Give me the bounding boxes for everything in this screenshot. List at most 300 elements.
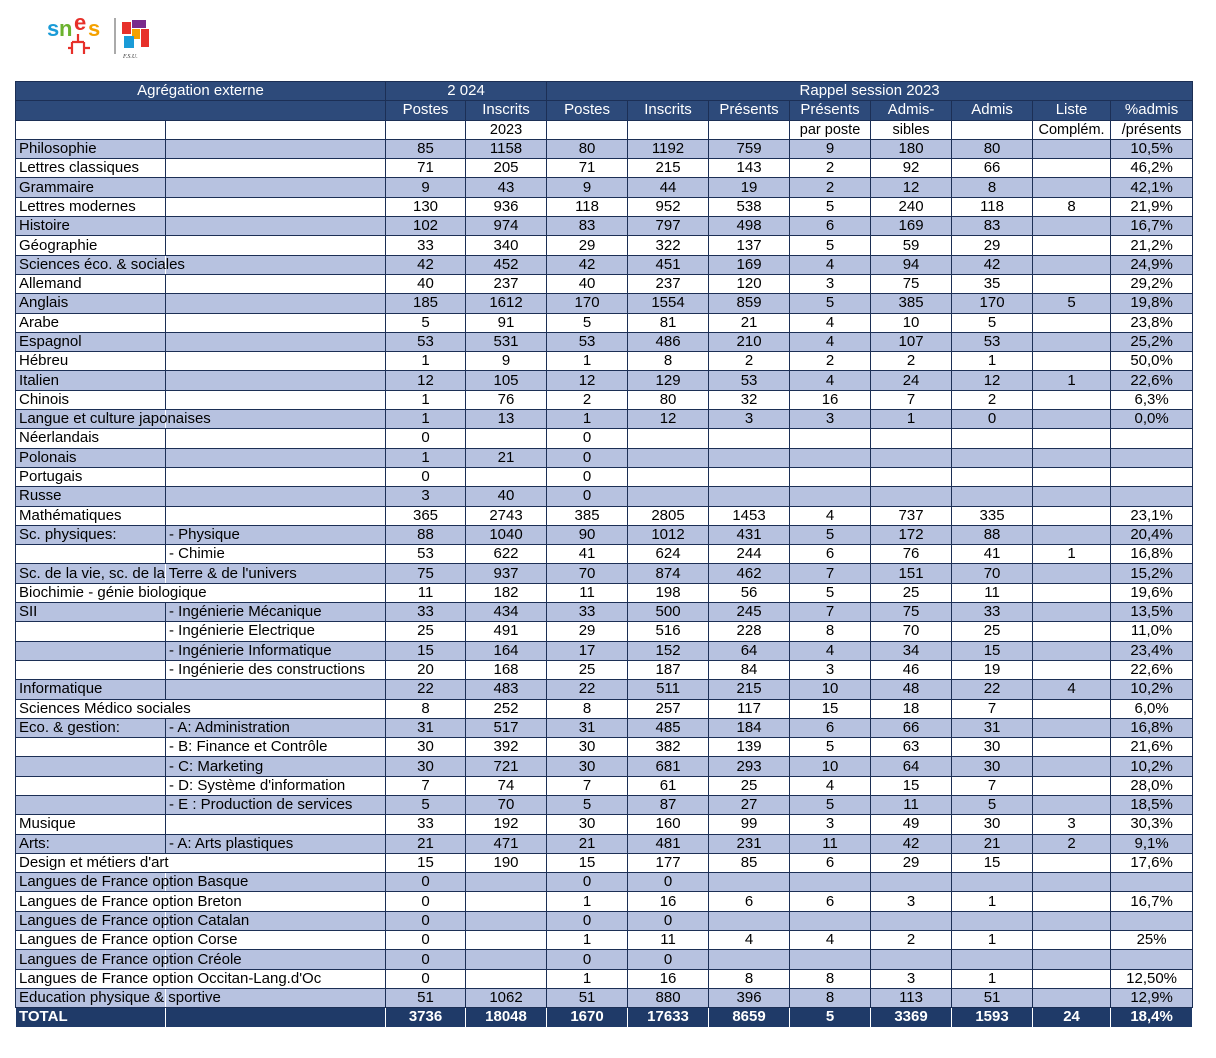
cell-value <box>1033 178 1111 197</box>
row-label-text: Géographie <box>19 236 98 254</box>
row-sublabel <box>166 197 386 216</box>
cell-value: 2 <box>790 159 871 178</box>
cell-value: 7 <box>790 564 871 583</box>
cell-value: 0 <box>386 931 466 950</box>
row-sublabel: - Ingénierie Informatique <box>166 641 386 660</box>
cell-value: 33 <box>386 236 466 255</box>
cell-value <box>1033 390 1111 409</box>
cell-value: 23,8% <box>1111 313 1193 332</box>
cell-value: 21 <box>709 313 790 332</box>
total-value: 1670 <box>547 1008 628 1027</box>
cell-value: 71 <box>547 159 628 178</box>
cell-value: 18,5% <box>1111 795 1193 814</box>
cell-value: 70 <box>871 622 952 641</box>
cell-value: 15,2% <box>1111 564 1193 583</box>
cell-value: 169 <box>871 217 952 236</box>
row-sublabel <box>166 294 386 313</box>
cell-value <box>1033 660 1111 679</box>
row-label-text: Design et métiers d'art <box>19 854 169 872</box>
cell-value: 87 <box>628 795 709 814</box>
cell-value: 3 <box>386 487 466 506</box>
sub-header <box>386 120 466 139</box>
cell-value: 0 <box>547 873 628 892</box>
cell-value: 42,1% <box>1111 178 1193 197</box>
row-label-text: Langues de France option Catalan <box>19 911 250 929</box>
cell-value <box>1033 236 1111 255</box>
cell-value: 4 <box>790 776 871 795</box>
row-label-text: Espagnol <box>19 333 82 350</box>
cell-value: 32 <box>709 390 790 409</box>
total-value: 8659 <box>709 1008 790 1027</box>
row-sublabel <box>166 217 386 236</box>
cell-value <box>871 911 952 930</box>
cell-value <box>1111 448 1193 467</box>
cell-value: 8 <box>790 622 871 641</box>
table-row <box>16 467 1193 486</box>
cell-value <box>1033 969 1111 988</box>
cell-value: 500 <box>628 603 709 622</box>
row-label-text: SII <box>19 603 38 621</box>
cell-value: 40 <box>386 274 466 293</box>
row-label-text: Langues de France option Basque <box>19 873 249 891</box>
row-label-text: Eco. & gestion: <box>19 718 120 736</box>
cell-value: 16 <box>628 892 709 911</box>
row-sublabel <box>166 352 386 371</box>
logo-fsu-text: F.S.U. <box>123 54 138 60</box>
cell-value: 516 <box>628 622 709 641</box>
row-label-text: Portugais <box>19 468 83 486</box>
table-row <box>16 159 1193 178</box>
cell-value: 30 <box>547 757 628 776</box>
cell-value: 797 <box>628 217 709 236</box>
cell-value: 80 <box>952 139 1033 158</box>
row-sublabel: - A: Arts plastiques <box>166 834 386 853</box>
cell-value: 46,2% <box>1111 159 1193 178</box>
cell-value: 12 <box>871 178 952 197</box>
cell-value: 2743 <box>466 506 547 525</box>
cell-value: 12 <box>952 371 1033 390</box>
cell-value: 244 <box>709 545 790 564</box>
row-label <box>16 969 322 988</box>
cell-value: 16,8% <box>1111 718 1193 737</box>
cell-value: 190 <box>466 853 547 872</box>
cell-value: 491 <box>466 622 547 641</box>
cell-value: 5 <box>790 738 871 757</box>
sub-header <box>709 120 790 139</box>
cell-value <box>466 873 547 892</box>
cell-value: 99 <box>709 815 790 834</box>
cell-value: 8 <box>386 699 466 718</box>
cell-value: 118 <box>952 197 1033 216</box>
cell-value: 5 <box>547 313 628 332</box>
table-row <box>16 429 1193 448</box>
cell-value: 40 <box>547 274 628 293</box>
logo-letter-s2: s <box>88 16 101 41</box>
cell-value: 23,1% <box>1111 506 1193 525</box>
row-sublabel <box>166 390 386 409</box>
cell-value <box>628 448 709 467</box>
total-value: 18048 <box>466 1008 547 1027</box>
row-label <box>16 950 242 969</box>
row-label-text: Mathématiques <box>19 506 122 524</box>
cell-value: 21 <box>386 834 466 853</box>
snes-fsu-logo <box>44 14 164 62</box>
col-header: Inscrits <box>466 101 547 120</box>
cell-value: 25,2% <box>1111 332 1193 351</box>
cell-value: 10,2% <box>1111 757 1193 776</box>
row-label-text: Allemand <box>19 275 82 293</box>
cell-value: 8 <box>547 699 628 718</box>
cell-value: 7 <box>952 776 1033 795</box>
cell-value: 974 <box>466 217 547 236</box>
col-header: Présents <box>790 101 871 120</box>
cell-value: 6 <box>790 545 871 564</box>
cell-value: 30 <box>952 738 1033 757</box>
row-label <box>16 834 166 853</box>
row-label <box>16 371 166 390</box>
cell-value <box>1033 931 1111 950</box>
cell-value: 22 <box>386 680 466 699</box>
total-value: 3369 <box>871 1008 952 1027</box>
cell-value <box>1111 487 1193 506</box>
cell-value: 462 <box>709 564 790 583</box>
cell-value: 5 <box>790 294 871 313</box>
cell-value: 117 <box>709 699 790 718</box>
cell-value: 0 <box>386 911 466 930</box>
row-label <box>16 429 166 448</box>
table-row <box>16 371 1193 390</box>
row-label <box>16 776 166 795</box>
cell-value: 9,1% <box>1111 834 1193 853</box>
cell-value: 21 <box>547 834 628 853</box>
col-header: %admis <box>1111 101 1193 120</box>
cell-value <box>1033 892 1111 911</box>
cell-value: 24,9% <box>1111 255 1193 274</box>
cell-value: 22,6% <box>1111 660 1193 679</box>
cell-value: 31 <box>386 718 466 737</box>
cell-value: 51 <box>547 988 628 1007</box>
cell-value: 15 <box>790 699 871 718</box>
cell-value: 33 <box>386 603 466 622</box>
table-row <box>16 487 1193 506</box>
table-row <box>16 274 1193 293</box>
cell-value: 3 <box>790 274 871 293</box>
row-label-text: Chinois <box>19 390 70 408</box>
total-value: 18,4% <box>1111 1008 1193 1027</box>
row-sublabel <box>166 313 386 332</box>
cell-value: 25 <box>386 622 466 641</box>
cell-value: 2 <box>790 178 871 197</box>
cell-value: 29 <box>547 236 628 255</box>
cell-value: 1554 <box>628 294 709 313</box>
cell-value <box>1033 776 1111 795</box>
sub-header <box>952 120 1033 139</box>
cell-value: 936 <box>466 197 547 216</box>
cell-value <box>466 931 547 950</box>
cell-value: 0 <box>547 950 628 969</box>
cell-value: 6 <box>790 853 871 872</box>
row-sublabel <box>166 429 386 448</box>
cell-value: 0 <box>547 911 628 930</box>
cell-value: 120 <box>709 274 790 293</box>
row-label <box>16 294 166 313</box>
cell-value: 2 <box>790 352 871 371</box>
cell-value: 237 <box>628 274 709 293</box>
cell-value <box>1033 757 1111 776</box>
row-sublabel <box>166 853 386 872</box>
table-row <box>16 622 1193 641</box>
cell-value: 0 <box>628 950 709 969</box>
cell-value: 85 <box>709 853 790 872</box>
cell-value: 1 <box>952 969 1033 988</box>
row-label <box>16 873 249 892</box>
cell-value: 88 <box>386 525 466 544</box>
row-label-text: Langues de France option Créole <box>19 950 242 968</box>
cell-value: 17 <box>547 641 628 660</box>
row-label-text: Sc. physiques: <box>19 525 117 543</box>
cell-value: 40 <box>466 487 547 506</box>
cell-value: 737 <box>871 506 952 525</box>
cell-value <box>1033 313 1111 332</box>
cell-value: 64 <box>709 641 790 660</box>
row-label <box>16 506 166 525</box>
cell-value <box>1111 429 1193 448</box>
cell-value <box>1033 506 1111 525</box>
cell-value: 11 <box>952 583 1033 602</box>
table-row <box>16 197 1193 216</box>
cell-value <box>1033 448 1111 467</box>
cell-value <box>952 429 1033 448</box>
cell-value: 721 <box>466 757 547 776</box>
cell-value: 53 <box>386 332 466 351</box>
cell-value: 257 <box>628 699 709 718</box>
cell-value: 0,0% <box>1111 410 1193 429</box>
cell-value: 9 <box>547 178 628 197</box>
row-label-text: Langue et culture japonaises <box>19 410 211 428</box>
row-sublabel: - Physique <box>166 525 386 544</box>
cell-value: 335 <box>952 506 1033 525</box>
row-label <box>16 892 242 911</box>
cell-value: 66 <box>952 159 1033 178</box>
cell-value: 169 <box>709 255 790 274</box>
cell-value <box>952 873 1033 892</box>
cell-value: 0 <box>547 429 628 448</box>
cell-value: 3 <box>1033 815 1111 834</box>
cell-value: 4 <box>790 506 871 525</box>
cell-value: 53 <box>386 545 466 564</box>
cell-value: 511 <box>628 680 709 699</box>
cell-value: 9 <box>466 352 547 371</box>
cell-value: 16,7% <box>1111 217 1193 236</box>
cell-value: 7 <box>952 699 1033 718</box>
cell-value: 1 <box>871 410 952 429</box>
cell-value: 1 <box>386 448 466 467</box>
cell-value: 29 <box>547 622 628 641</box>
row-sublabel <box>166 371 386 390</box>
row-label <box>16 815 166 834</box>
cell-value: 70 <box>547 564 628 583</box>
cell-value: 1062 <box>466 988 547 1007</box>
cell-value: 192 <box>466 815 547 834</box>
cell-value: 15 <box>952 853 1033 872</box>
row-label <box>16 699 191 718</box>
cell-value: 13,5% <box>1111 603 1193 622</box>
cell-value: 12 <box>628 410 709 429</box>
cell-value: 198 <box>628 583 709 602</box>
row-label <box>16 622 166 641</box>
cell-value: 46 <box>871 660 952 679</box>
rappel-header: Rappel session 2023 <box>547 82 1193 101</box>
row-sublabel: - B: Finance et Contrôle <box>166 738 386 757</box>
cell-value: 118 <box>547 197 628 216</box>
cell-value: 11 <box>386 583 466 602</box>
cell-value <box>1111 873 1193 892</box>
cell-value: 0 <box>386 429 466 448</box>
cell-value: 240 <box>871 197 952 216</box>
table-row <box>16 410 1193 429</box>
cell-value: 4 <box>790 931 871 950</box>
cell-value: 30 <box>386 738 466 757</box>
cell-value: 15 <box>547 853 628 872</box>
cell-value: 1 <box>547 931 628 950</box>
cell-value <box>1033 795 1111 814</box>
cell-value: 622 <box>466 545 547 564</box>
row-label-text: Lettres modernes <box>19 197 136 215</box>
cell-value <box>1033 139 1111 158</box>
cell-value: 91 <box>466 313 547 332</box>
cell-value <box>628 487 709 506</box>
cell-value <box>1033 738 1111 757</box>
cell-value: 6 <box>790 718 871 737</box>
cell-value: 113 <box>871 988 952 1007</box>
cell-value <box>1033 603 1111 622</box>
cell-value: 64 <box>871 757 952 776</box>
row-label-text: Langues de France option Breton <box>19 892 242 910</box>
cell-value: 8 <box>952 178 1033 197</box>
cell-value: 12,50% <box>1111 969 1193 988</box>
cell-value: 1 <box>1033 371 1111 390</box>
cell-value: 19 <box>952 660 1033 679</box>
cell-value: 5 <box>790 583 871 602</box>
cell-value <box>709 873 790 892</box>
cell-value: 21,9% <box>1111 197 1193 216</box>
cell-value: 538 <box>709 197 790 216</box>
cell-value: 11 <box>871 795 952 814</box>
row-label-text: Hébreu <box>19 352 69 370</box>
row-label <box>16 564 297 583</box>
cell-value: 1012 <box>628 525 709 544</box>
row-sublabel: - E : Production de services <box>166 795 386 814</box>
header-row-2 <box>16 101 1193 120</box>
cell-value: 7 <box>871 390 952 409</box>
row-label-text: Education physique & sportive <box>19 989 221 1007</box>
cell-value: 434 <box>466 603 547 622</box>
cell-value: 75 <box>871 603 952 622</box>
cell-value: 130 <box>386 197 466 216</box>
cell-value <box>1033 699 1111 718</box>
cell-value: 80 <box>547 139 628 158</box>
row-label <box>16 931 238 950</box>
cell-value <box>952 911 1033 930</box>
cell-value: 2 <box>709 352 790 371</box>
cell-value: 5 <box>386 795 466 814</box>
row-label <box>16 467 166 486</box>
table-row <box>16 217 1193 236</box>
cell-value: 0 <box>386 873 466 892</box>
cell-value: 11,0% <box>1111 622 1193 641</box>
cell-value: 12 <box>547 371 628 390</box>
row-label <box>16 178 166 197</box>
cell-value: 41 <box>952 545 1033 564</box>
cell-value: 90 <box>547 525 628 544</box>
cell-value: 94 <box>871 255 952 274</box>
cell-value: 1 <box>547 969 628 988</box>
row-sublabel <box>166 236 386 255</box>
cell-value: 4 <box>790 313 871 332</box>
cell-value: 53 <box>952 332 1033 351</box>
row-label-text: Néerlandais <box>19 429 100 447</box>
cell-value: 7 <box>547 776 628 795</box>
cell-value <box>1033 332 1111 351</box>
row-label-text: Lettres classiques <box>19 159 140 177</box>
cell-value: 2 <box>871 931 952 950</box>
table-row <box>16 718 1193 737</box>
cell-value: 210 <box>709 332 790 351</box>
cell-value: 53 <box>547 332 628 351</box>
cell-value: 42 <box>386 255 466 274</box>
row-label <box>16 525 166 544</box>
cell-value: 8 <box>790 969 871 988</box>
cell-value: 0 <box>386 950 466 969</box>
cell-value <box>871 487 952 506</box>
total-value: 3736 <box>386 1008 466 1027</box>
row-label <box>16 255 185 274</box>
cell-value <box>1033 255 1111 274</box>
row-label <box>16 718 166 737</box>
cell-value <box>709 429 790 448</box>
cell-value: 228 <box>709 622 790 641</box>
cell-value: 44 <box>628 178 709 197</box>
cell-value: 5 <box>386 313 466 332</box>
table-row <box>16 738 1193 757</box>
cell-value: 4 <box>790 371 871 390</box>
sub-header <box>628 120 709 139</box>
cell-value: 16 <box>628 969 709 988</box>
cell-value: 385 <box>547 506 628 525</box>
cell-value: 859 <box>709 294 790 313</box>
cell-value <box>1033 352 1111 371</box>
cell-value: 19,8% <box>1111 294 1193 313</box>
row-sublabel: - Ingénierie Mécanique <box>166 603 386 622</box>
cell-value <box>1033 217 1111 236</box>
cell-value: 10,2% <box>1111 680 1193 699</box>
table-row <box>16 873 1193 892</box>
logo-letter-s: s <box>47 16 60 41</box>
cell-value <box>1033 988 1111 1007</box>
cell-value: 1 <box>386 390 466 409</box>
cell-value: 681 <box>628 757 709 776</box>
row-label <box>16 139 166 158</box>
cell-value: 63 <box>871 738 952 757</box>
row-label <box>16 197 166 216</box>
cell-value: 293 <box>709 757 790 776</box>
cell-value <box>1033 950 1111 969</box>
cell-value <box>1111 911 1193 930</box>
cell-value: 49 <box>871 815 952 834</box>
cell-value: 19,6% <box>1111 583 1193 602</box>
cell-value: 1 <box>547 892 628 911</box>
cell-value: 25 <box>871 583 952 602</box>
